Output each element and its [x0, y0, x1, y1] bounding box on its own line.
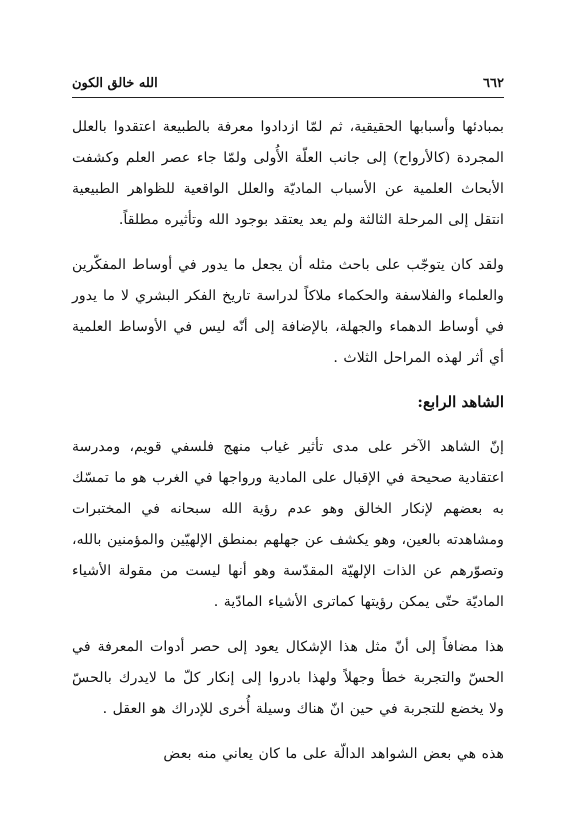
page-number: ٦٦٢	[483, 75, 504, 91]
page-body	[72, 112, 504, 770]
paragraph-1: بمبادئها وأسبابها الحقيقية، ثم لمّا ازدادوا معرفة بالطبيعة اعتقدوا بالعلل المجردة (كالأرواح) إلى جانب العلّة الأُولى ولمّا جاء عصر العلم وكشفت الأبحاث العلمية عن الأسباب الماديّة والعلل الواقعية للظواهر الطبيعية انتقل إلى المرحلة الثالثة ولم يعد يعتقد بوجود الله وتأثيره مطلقاً.	[72, 119, 504, 228]
section-heading: الشاهد الرابع:	[417, 393, 504, 411]
header-divider	[72, 97, 504, 98]
paragraph-5: هذه هي بعض الشواهد الدالّة على ما كان يعاني منه بعض	[163, 746, 504, 762]
paragraph-4: هذا مضافاً إلى أنّ مثل هذا الإشكال يعود إلى حصر أدوات المعرفة في الحسّ والتجربة خطأ وجهلاً ولهذا بادروا إلى إنكار كلّ ما لايدرك بالحسّ ولا يخضع للتجربة في حين انّ هناك وسيلة أُخرى للإدراك هو العقل .	[72, 639, 504, 717]
paragraph-2: ولقد كان يتوجّب على باحث مثله أن يجعل ما يدور في أوساط المفكّرين والعلماء والفلاسفة والحكماء ملاكاً لدراسة تاريخ الفكر البشري لا ما يدور في أوساط الدهماء والجهلة، بالإضافة إلى أنّه ليس في الأوساط العلمية أي أثر لهذه المراحل الثلاث .	[72, 257, 504, 366]
running-title: الله خالق الكون	[72, 75, 158, 91]
paragraph-3: إنّ الشاهد الآخر على مدى تأثير غياب منهج فلسفي قويم، ومدرسة اعتقادية صحيحة في الإقبال على المادية ورواجها في الغرب هو ما تمسّك به بعضهم لإنكار الخالق وهو عدم رؤية الله سبحانه في المختبرات ومشاهدته بالعين، وهو يكشف عن جهلهم بمنطق الإلهيّين والمؤمنين بالله، وتصوّرهم عن الذات الإلهيّة المقدّسة وهو أنها ليست من مقولة الأشياء الماديّة حتّى يمكن رؤيتها كماترى الأشياء المادّية .	[72, 439, 504, 610]
page-header	[72, 70, 504, 96]
